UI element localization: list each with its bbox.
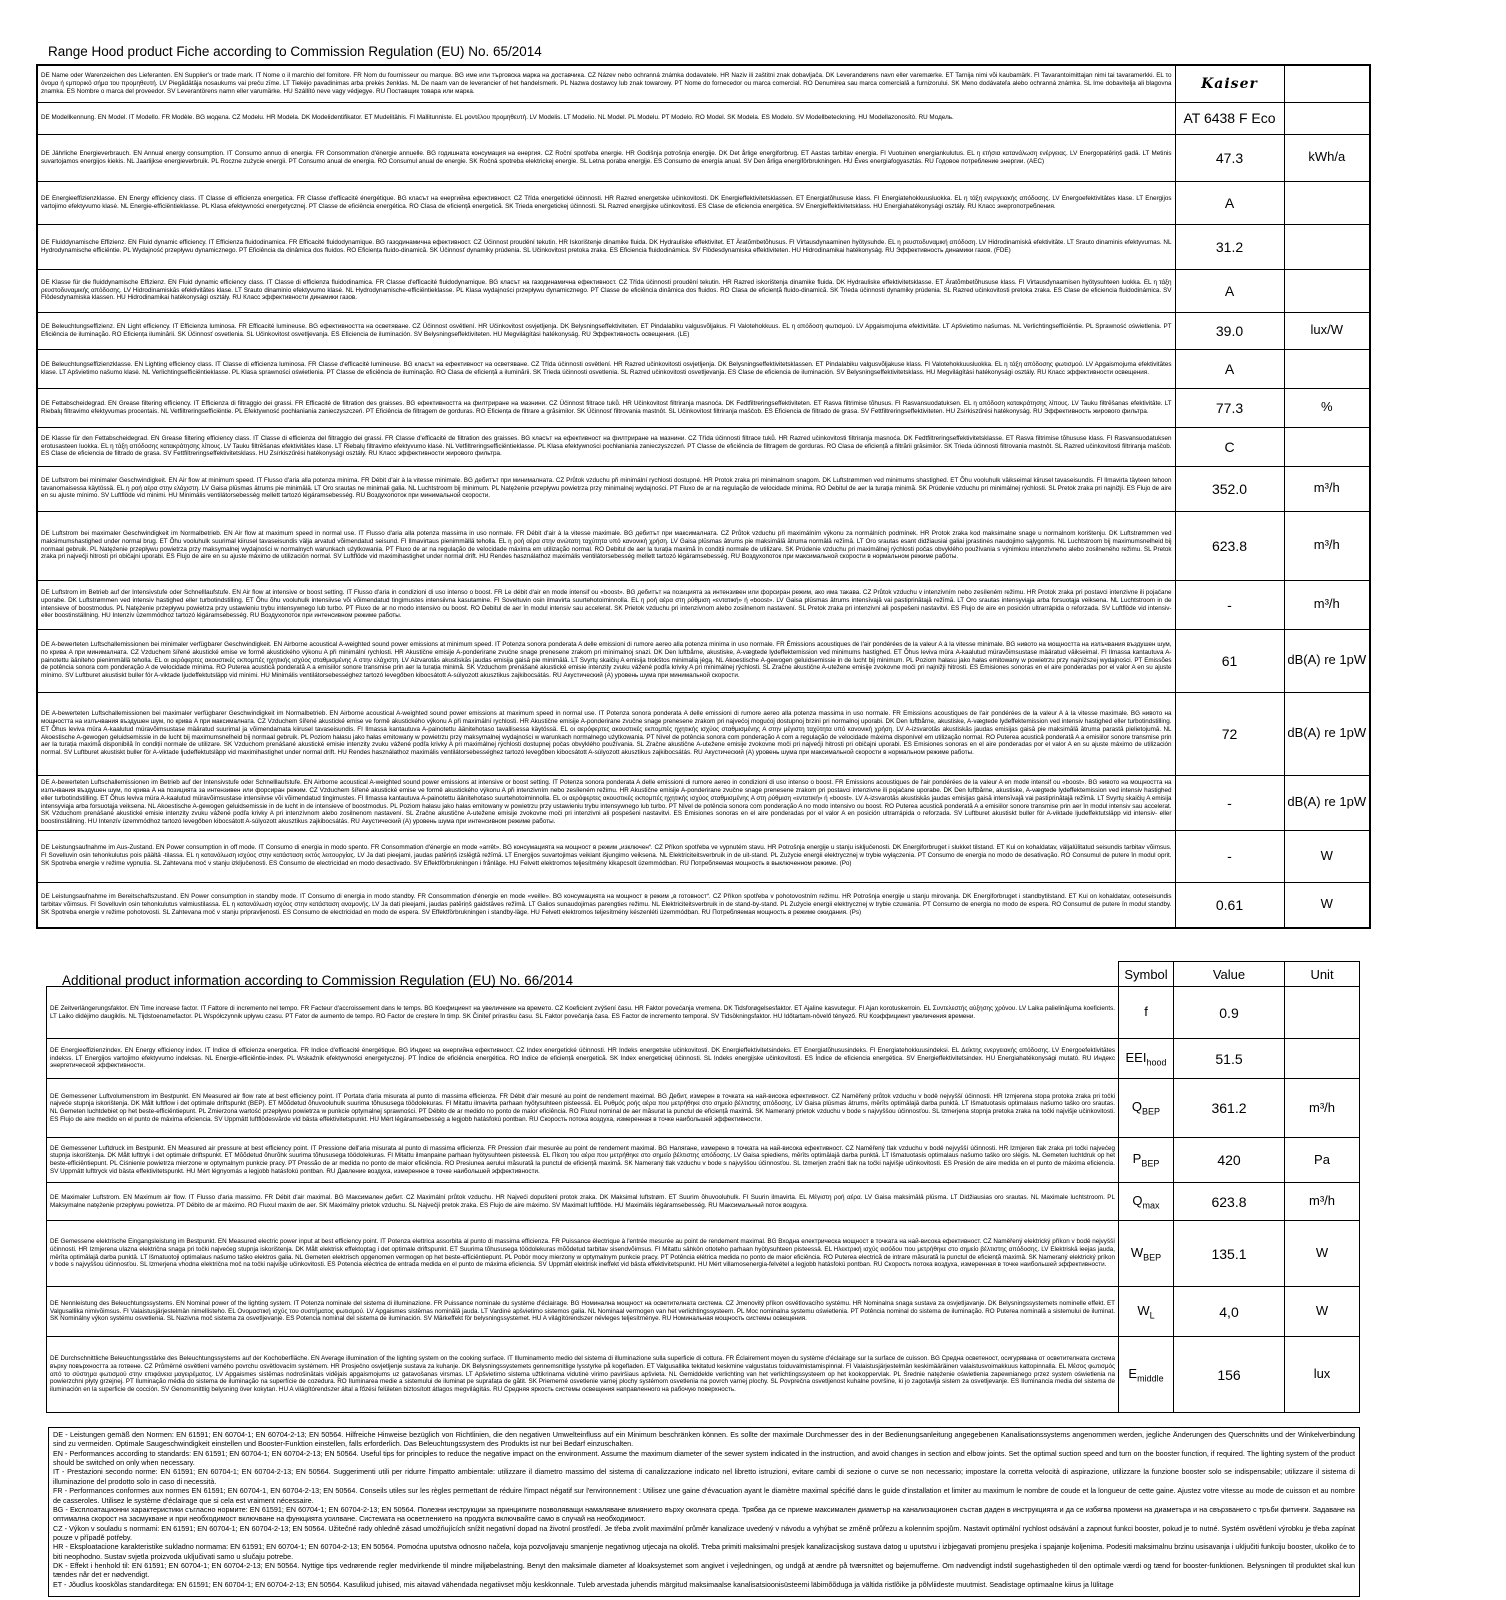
fiche-description: DE Klasse für die fluiddynamische Effizienz. EN Fluid dynamic efficiency class. IT Classe di efficienza fluidodinamica. FR Classe d'efficacité fluidodynamique. BG класът на газодинамична ефективност. CZ Třída účinnosti proudění tekutin. HR Razred iskorištenja dinamike fluida. DK Hydrauliske effektivitetsklasse. ET Äratõmbetõhususe klass. FI Virtausdynaamisen hyötysuhteen luokka. EL η τάξη ρευστοδυναμικής απόδοσης. LV Hidrodinamiskās efektivitātes klase. LT Srauto dinaminio efektyvumo klasė. NL Hydrodynamische-efficiëntieklasse. PL Klasa wydajności przepływu dynamicznego. PT Classe de eficiência dinâmica dos fluidos. RO Clasa de eficiență fluido-dinamică. SK Trieda účinnosti dynamiky prúdenia. SL Razred učinkovitosti pretoka zraka. ES Clase de eficiencia fluidodinámica. SV Flödesdynamiska klassen. HU Hidrodinamikai hatékonysági osztály. RU Класс эффективности динамики газов. [37,269,1175,312]
fiche-unit: dB(A) re 1pW [1284,692,1370,775]
symbol-text: EEI [1125,1049,1147,1065]
additional-value: 420 [1174,1138,1285,1183]
fiche-row [37,388,1370,427]
additional-row [47,1138,1360,1183]
fiche-unit: m³/h [1284,580,1370,629]
value-header: Value [1174,962,1285,987]
additional-description: DE Durchschnittliche Beleuchtungsstärke des Beleuchtungssystems auf der Kochoberfläche. EN Average illumination of the lighting system on the cooking surface. IT Illuminamento medio del sistema di illuminazione sulla superficie di cottura. FR Éclairement moyen du système d'éclairage sur la surface de cuisson. BG Средна осветеност, осигурявана от осветителната система върху повърхността за готвене. CZ Průměrné osvětlení varného povrchu osvětlovacím systémem. HR Prosječno osvjetljenje sustava za kuhanje. DK Belysningssystemets gennemsnitlige lysstyrke på kogefladen. ET Valgusallika tekitatud keskmine valgustatus toiduvalmistamispinnal. FI Valaistusjärjestelmän keskimääräinen valaistusvoimakkuus kattopinnalla. EL Μέσος φωτισμός από το σύστημα φωτισμού στην επιφάνεια μαγειρέματος. LV Apgaismes sistēmas nodrošinātais vidējais apgaismojums uz gatavošanas virsmas. LT Apšvietimo sistema užtikrinama vidutinė virimo paviršiaus apšvieta. NL Gemiddelde verlichting van het verlichtingssysteem op het kookoppervlak. PL Średnie natężenie oświetlenia zapewnianego przez system oświetlenia na powierzchni płyty grzejnej. PT Iluminação média do sistema de iluminação na superfície de cozedura. RO Iluminarea medie a sistemului de iluminat pe suprafața de gătit. SK Priemerné osvetlenie varnej plochy systémom osvetlenia na povrch varnej plochy. SL Povprečna osvetljenost kuhalne površine, ki jo zagotavlja sistem za osvetljevanje. ES Iluminancia media del sistema de iluminación en la superficie de cocción. SV Genomsnittlig belysning över kokytan. HU A világítórendszer által a főzési felületen biztosított átlagos megvilágítás. RU Средняя яркость системы освещения направленного на рабочую поверхность. [47,1337,1119,1413]
additional-info-title: Additional product information according to Commission Regulation (EU) No. 66/2014 [62,973,574,988]
unit-header: Unit [1285,962,1360,987]
fiche-description: DE Luftstrom bei maximaler Geschwindigkeit im Normalbetrieb. EN Air flow at maximum speed in normal use. IT Flusso d'aria alla potenza massima in uso normale. FR Débit d'air à la vitesse maximale. BG дебитът при максималната. CZ Průtok vzduchu při maximálním výkonu za normálních podmínek. HR Protok zraka kod maksimalne snage u normalnom korištenju. DK Luftstrømmen ved maksimumshastighed under normal brug. ET Õhu vooluhulk suurimal kiirusel tavaseisundis välja arvatud võimendatud seisund. FI Ilmavirtaus pienimmällä teholla. EL η ροή αέρα στην ανώτατη ταχύτητα υπό κανονική χρήση. LV Gaisa plūsmas ātrums pie maksimālā ātruma normālā režīmā. LT Oro srautas esant didžiausiai galiai įprastinės naudojimo sąlygomis. NL Luchtstroom bij maximumsnelheid bij normaal gebruik. PL Natężenie przepływu powietrza przy maksymalnej wydajności w normalnych warunkach użytkowania. PT Fluxo de ar na regulação de velocidade máxima em utilização normal. RO Debitul de aer la turația maximă în condiții normale de utilizare. SK Prúdenie vzduchu pri maximálnej rýchlosti počas obvyklého používania s výnimkou intenzívneho alebo zosilneného režimu. SL Pretok zraka pri največji hitrosti pri običajni uporabi. ES Flujo de aire en su ajuste máximo de utilización normal. SV Luftflöde vid maximihastighet under normal drift. HU Rendes használathoz maximális ventilátorsebesség mellett tartozó légáramsebesség. RU Воздухопоток при максимальной скорости в нормальном режиме работы. [37,511,1175,580]
note-paragraph: DK - Effekt i henhold til: EN 61591; EN 60704-1; EN 60704-2-13; EN 50564. Nyttige tips vedrørende regler medvirkende til mindre miljøbelastning. Benyt den maksimale diameter af kloaksystemet som angivet i vejledningen, og undgå at ændre på tværsnittet og bøjemufferne. Om nødvendigt indstil sugehastigheden til den optimale værdi og tænd for booster-funktionen. Belysningen til produktet skal kun tændes når det er nødvendigt. [53,1561,1355,1580]
additional-description: DE Gemessene elektrische Eingangsleistung im Bestpunkt. EN Measured electric power input at best efficiency point. IT Potenza elettrica assorbita al punto di massima efficienza. FR Puissance électrique à l'entrée mesurée au point de rendement maximal. BG Входна електрическа мощност в точката на най-висока ефективност. CZ Naměřený elektrický příkon v bodě nejvyšší účinnosti. HR Izmjerena ulazna električna snaga pri točki najvećeg stupnja iskorištenja. DK Målt elektrisk effektoptag i det optimale driftspunkt. ET Suurima tõhususega töödolekuras mõõdetud tarbitav sisendvõimsus. FI Mitattu sähkön ottoteho parhaan hyötysuhteen pisteessä. EL Ηλεκτρική ισχύς εισόδου που μετρήθηκε στο σημείο βέλτιστης απόδοσης. LV Elektriskā ieejas jauda, mērīta optimālajā darba punktā. LT Išmatuotoji optimalaus našumo taško elektros galia. NL Gemeten elektrisch opgenomen vermogen op het beste-efficiëntiepunt. PL Pobór mocy mierzony w optymalnym punkcie pracy. PT Potência elétrica medida no ponto de maior eficiência. RO Puterea electrică de intrare măsurată la punctul de eficiență maximă. SK Nameraný elektrický príkon v bode s najvyššou účinnosťou. SL Izmerjena vhodna električna moč na točki najvišje učinkovitosti. ES Potencia eléctrica de entrada medida en el punto de máxima eficiencia. SV Uppmätt elektrisk ineffekt vid bästa effektivitetspunkt. HU Mért villamosenergia-felvétel a legjobb hatásfokú pontban. RU Скорость потока воздуха, измеренная в точке наибольшей эффективности. [47,1221,1119,1287]
note-paragraph: CZ - Výkon v souladu s normami: EN 61591; EN 60704-1; EN 60704-2-13; EN 50564. Užitečné rady ohledně zásad umožňujících snížit negativní dopad na životní prostředí. Je třeba zvolit maximální průměr kanalizace uvedený v návodu a vyhýbat se změně průřezu a kolenním spojům. Nastavit optimální rychlost odsávání a zapnout funkci booster, pokud je to nutné. Systém osvětlení výrobku je třeba zapínat pouze v případě potřeby. [53,1523,1355,1542]
fiche-value: 39.0 [1175,312,1284,349]
fiche-value: 623.8 [1175,511,1284,580]
additional-description: DE Maximaler Luftstrom. EN Maximum air flow. IT Flusso d'aria massimo. FR Débit d'air maximal. BG Максимален дебит. CZ Maximální průtok vzduchu. HR Najveći dopušteni protok zraka. DK Maksimal luftstrøm. ET Suurim õhuvooluhulk. FI Suurin ilmavirta. EL Μέγιστη ροή αέρα. LV Gaisa maksimālā plūsma. LT Didžiausias oro srautas. NL Maximale luchtstroom. PL Maksymalne natężenie przepływu powietrza. PT Débito de ar máximo. RO Fluxul maxim de aer. SK Maximálny prietok vzduchu. SL Največji pretok zraka. ES Flujo de aire máximo. SV Maximalt luftflöde. HU Maximális légáramsebesség. RU Максимальный поток воздуха. [47,1183,1119,1221]
fiche-description: DE Energieeffizienzklasse. EN Energy efficiency class. IT Classe di efficienza energetica. FR Classe d'efficacité énergétique. BG класът на енергийна ефективност. CZ Třída energetické účinnosti. HR Razred energetske učinkovitosti. DK Energieffektivitetsklassen. ET Energiatõhususe klass. FI Energiatehokkuusluokka. EL η τάξη ενεργειακής απόδοσης. LV Energoefektivitātes klase. LT Energijos vartojimo efektyvumo klasė. NL Energie-efficiëntieklasse. PL Klasa efektywności energetycznej. PT Classe de eficiência energética. RO Clasa de eficiență energetică. SK Trieda energetickej účinnosti. SL Razred energijske učinkovitosti. ES Clase de eficiencia energética. SV Energieffektivitetsklass. HU Energiahatékonysági osztály. RU Класс энергопотребления. [37,181,1175,224]
fiche-row [37,427,1370,466]
header-spacer [47,962,1119,987]
additional-description: DE Gemessener Luftvolumenstrom im Bestpunkt. EN Measured air flow rate at best efficiency point. IT Portata d'aria misurata al punto di massima efficienza. FR Débit d'air mesuré au point de rendement maximal. BG Дебит, измерен в точката на най-висока ефективност. CZ Naměřený průtok vzduchu v bodě nejvyšší účinnosti. HR Izmjerena stopa protoka zraka pri točki najveće stupnja iskorištenja. DK Målt luftflow i det optimale driftspunkt (BEP). ET Mõõdetud õhuvooluhulk suurima tõhususega töödolekuras. FI Mitattu ilmavirta parhaan hyötysuhteen pisteessä. EL Ρυθμός ροής αέρα που μετρήθηκε στο σημείο βέλτιστης απόδοσης. LV Gaisa plūsmas ātrums, mērīts optimālajā darba punktā. LT Išmatuotasis optimalaus našumo taško oro srautas. NL Gemeten luchtdebiet op het beste-efficiëntiepunt. PL Zmierzona wartość przepływu powietrza w punkcie optymalnej sprawności. PT Débito de ar medido no ponto de maior eficiência. RO Fluxul nominal de aer măsurat la punctul de eficiență maximă. SK Nameraný prietok vzduchu v bode s najvyššou účinnosťou. SL Izmerjena stopnja pretoka zraka na točki najvišje učinkovitosti. ES Flujo de aire medido en el punto de máxima eficiencia. SV Uppmätt luftflödesvärde vid bästa effektivitetspunkt. HU Mért légáramsebesség a legjobb hatásfokú pontban. RU Скорость потока воздуха, измеренная в точке наибольшей эффективности. [47,1079,1119,1138]
fiche-value: - [1175,580,1284,629]
symbol-cell [1119,1138,1174,1183]
fiche-value: 72 [1175,692,1284,775]
additional-unit: Pa [1285,1138,1360,1183]
fiche-row [37,511,1370,580]
fiche-row [37,775,1370,830]
additional-unit: m³/h [1285,1183,1360,1221]
fiche-row [37,466,1370,511]
brand-logo: Kaiser [1175,65,1284,102]
fiche-row [37,102,1370,134]
additional-value: 51.5 [1174,1039,1285,1079]
product-fiche-table [36,64,1371,929]
symbol-text: Q [1132,1192,1143,1208]
fiche-description: DE Jährliche Energieverbrauch. EN Annual energy consumption. IT Consumo annuo di energia. FR Consommation d'énergie annuelle. BG годишната консумация на енергия. CZ Roční spotřeba energie. HR Godišnja potrošnja energije. DK Det årlige energiforbrug. ET Aastas tarbitav energia. FI Vuotuinen energiankulutus. EL η ετήσια κατανάλωση ενέργειας. LV Energopatēriņš gadā. LT Metinis suvartojamos energijos kiekis. NL Jaarlijkse energieverbruik. PL Roczne zużycie energii. PT Consumo anual de energia. RO Consumul anual de energie. SK Ročná spotreba elektrickej energie. SL Letna poraba energije. ES Consumo de energía anual. SV Den årliga energiförbrukningen. HU Éves energiafogyasztás. RU Годовое потребление энергии. (AEC) [37,134,1175,181]
fiche-value: - [1175,830,1284,882]
note-paragraph: DE - Leistungen gemäß den Normen: EN 61591; EN 60704-1; EN 60704-2-13; EN 50564. Hilfreiche Hinweise bezüglich von Richtlinien, die den negativen Umwelteinfluss auf ein Minimum beschränken können. Es sollte der maximale Durchmesser des in der Bedienungsanleitung angegebenen Kanalisationssystems angenommen werden, jegliche Änderungen des Querschnitts und der Winkelverbindung sind zu vermeiden. Optimale Saugeschwindigkeit einstellen und Booster-Funktion einstellen, falls erforderlich. Das Beleuchtungssystem des Produkts ist nur bei Bedarf einzuschalten. [53,1430,1355,1449]
standards-notes [48,1427,1360,1597]
fiche-unit [1284,349,1370,388]
fiche-value: C [1175,427,1284,466]
additional-value: 156 [1174,1337,1285,1413]
fiche-row [37,312,1370,349]
fiche-unit [1284,65,1370,102]
fiche-unit [1284,269,1370,312]
symbol-subscript: BEP [1142,1106,1161,1117]
fiche-description: DE Name oder Warenzeichen des Lieferanten. EN Supplier's or trade mark. IT Nome o il marchio del fornitore. FR Nom du fournisseur ou marque. BG име или търговска марка на доставчика. CZ Název nebo ochranná známka dodavatele. HR Naziv ili zaštitni znak dobavljača. DK Leverandørens navn eller varemærke. ET Tarnija nimi või kaubamärk. FI Tavarantoimittajan nimi tai tavaramerkki. EL το όνομα ή εμπορικό σήμα του προμηθευτή. LV Piegādātāja nosaukums vai preču zīme. LT Tiekėjo pavadinimas arba prekės ženklas. NL De naam van de leverancier of het handelsmerk. PL Nazwa dostawcy lub znak towarowy. PT Nome do fornecedor ou marca comercial. RO Denumirea sau marca comercială a furnizorului. SK Meno dodávateľa alebo ochranná známka. SL Ime dobavitelja ali blagovna znamka. ES Nombre o marca del proveedor. SV Leverantörens namn eller varumärke. HU Szállító neve vagy védjegye. RU Поставщик товара или марка. [37,65,1175,102]
fiche-description: DE Beleuchtungseffizienz. EN Light efficiency. IT Efficienza luminosa. FR Efficacité lumineuse. BG ефективността на осветяване. CZ Účinnost osvětlení. HR Učinkovitost osvjetljenja. DK Belysningseffektiviteten. ET Pindalabiku valgusvõljakus. FI Valotehokkuus. EL η απόδοση φωτισμού. LV Apgaismojuma efektivitāte. LT Apšvietimo našumas. NL Verlichtingsefficiëntie. PL Sprawność oświetlenia. PT Eficiência de iluminação. RO Eficiența iluminării. SK Účinnosť osvetlenia. SL Učinkovitost osvetljevanja. ES Eficiencia de iluminación. SV Belysningseffektiviteten. HU Megvilágítási hatékonyság. RU Эффективность освещения. (LE) [37,312,1175,349]
fiche-unit [1284,224,1370,269]
additional-row [47,1079,1360,1138]
fiche-description: DE Leistungsaufnahme im Bereitschaftszustand. EN Power consumption in standby mode. IT Consumo di energia in modo standby. FR Consommation d'énergie en mode «veille». BG консумацията на мощност в режим „в готовност“. CZ Příkon spotřeba v pohotovostním režimu. HR Potrošnja energije u stanju mirovanja. DK Energiforbruget i standbytilstand. ET Kui on kohaldatav, ooteseisundis tarbitav võimsus. FI Sovelluvin osin tehonkulutus valmiustilassa. EL η κατανάλωση ισχύος στην κατάσταση αναμονής. LV Ja dati pieejami, jaudas patēriņš gaidstāves režīmā. LT Galios sunaudojimas parengties režimu. NL Elektriciteitsverbruik in de stand-by-stand. PL Zużycie energii elektrycznej w trybie czuwania. PT Consumo de energia no modo de espera. RO Consumul de putere în modul standby. SK Spotreba energie v režime pohotovosti. SL Zahtevana moč v stanju pripravljenosti. ES Consumo de electricidad en modo de espera. SV Effektförbrukningen i standby-läge. HU Felvett elektromos teljesítmény készenléti üzemmódban. RU Потребляемая мощность в режиме ожидания. (Ps) [37,882,1175,928]
symbol-text: Q [1131,1099,1143,1115]
additional-description: DE Energieeffizienzindex. EN Energy efficiency index. IT Indice di efficienza energetica. FR Indice d'efficacité énergétique. BG Индекс на енергийна ефективност. CZ Index energetické účinnosti. HR Indeks energetske učinkovitosti. DK Energieffektivitetsindeks. ET Energiatõhususindeks. FI Energiatehokkuusindeksi. EL Δείκτης ενεργειακής απόδοσης. LV Energoefektivitātes indekss. LT Energijos vartojimo efektyvumo indeksas. NL Energie-efficiëntie-index. PL Wskaźnik efektywności energetycznej. PT Índice de eficiência energética. RO Indice de eficiență energetică. SK Index energetickej účinnosti. SL Indeks energijske učinkovitosti. ES Índice de eficiencia energética. SV Energieffektivitetsindex. HU Energiahatékonysági mutató. RU Индекс энергетической эффективности. [47,1039,1119,1079]
additional-row [47,1039,1360,1079]
fiche-description: DE Modellkennung. EN Model. IT Modello. FR Modèle. BG модела. CZ Modelu. HR Modela. DK Modelidentifikator. ET Mudelitähis. FI Mallitunniste. EL μοντέλου προμηθευτή. LV Modelis. LT Modelio. NL Model. PL Modelu. PT Modelo. RO Model. SK Modela. ES Modelo. SV Modellbeteckning. HU Modellazonosító. RU Модель. [37,102,1175,134]
symbol-text: W [1137,1302,1150,1318]
symbol-subscript: hood [1146,1057,1167,1068]
additional-unit: W [1285,1287,1360,1337]
fiche-description: DE A-bewerteten Luftschallemissionen bei minimaler verfügbarer Geschwindigkeit. EN Airborne acoustical A-weighted sound power emissions at minimum speed. IT Potenza sonora ponderata A delle emissioni di rumore aereo alla potenza minima in uso normale. FR Émissions acoustiques de l'air pondérées de la valeur A à la vitesse minimale. BG нивото на мощността на излъчвания въздушен шум, по крива A при минималната. CZ Vzduchem šířené akustické emise ve formě akustického výkonu A při minimální rychlosti. HR Akustične emisije A-ponderirane zvučne snage prenesene zrakom pri minimalnoj snazi. DK Den luftbårne, akustiske, A-vægtede lydeffektemission ved minimums hastighed. ET Õhus leviva mürа A-kaalutud müravõimsustase määratud väikseimal. FI Ilmassa kantautuva A-painotettu ääniteho pienimmällä teholla. EL οι αερόφερτες ακουστικές εκπομπές ηχητικής ισχύος σταθμισμένης A στην ελάχιστη. LV Aizvarotās akustiskās jaudas emisija gaisā pie minimālā. LT Svyrtų skaičių A emisija trokštos minimalią jėgą. NL Akoestische A-gewogen geluidsemissie in de lucht bij minimum. PL Poziom hałasu jako hałas emitowany w powietrzu przy najniższej wydajności. PT Emissões de potência sonora com ponderação A de velocidade mínima. RO Puterea acustică ponderată A a emisiilor sonore transmise prin aer la turația minimă. SK Vzduchom prenášané akustické emisie intenzity zvuku vážené podľa krivky A pri minimálnej rýchlosti. SL Zračne akustične A-utežene emisije zvokovne moči pri najnižji hitrosti. ES Emisiones sonoras en el aire ponderadas por el valor A en su ajuste mínimo. SV Luftburet akustiskt buller för A-viktade ljudeffektutsläpp vid minimi. HU Minimális ventilátorsebességhez tartozó levegőben kibocsátott A-súlyozott akusztikus zajkibocsátás. RU Акустический (А) уровень шума при минимальной скорости. [37,629,1175,692]
fiche-row [37,580,1370,629]
symbol-cell [1119,1221,1174,1287]
fiche-description: DE A-bewerteten Luftschallemissionen bei maximaler verfügbarer Geschwindigkeit im Normalbetrieb. EN Airborne acoustical A-weighted sound power emissions at maximum speed in normal use. IT Potenza sonora ponderata A delle emissioni di rumore aereo alla potenza massima in uso normale. FR Emissions acoustiques de l'air pondérées de la valeur A à la vitesse maximale. BG нивото на мощността на излъчвания въздушен шум, по крива A при максималната. CZ Vzduchem šířené akustické emise ve formě akustického výkonu A při maximální rychlosti. HR Akustične emisije A-ponderirane zvučne snage prenesene zrakom pri najvećoj mogućoj dostupnoj brzini pri normalnoj uporabi. DK Den luftbårne, akustiske, A-vægtede lydeffektemission ved intensiv hastighed eller turbotindstilling. ET Õhus leviva müra A-kaalutud müravõimsustase määratud suurimal ja võimendamata kiirusel tavaseisundis. FI Ilmassa kantautuva A-painotettu äänitehotaso tavallisessa käytössä. EL οι αερόφερτες ακουστικές εκπομπές ηχητικής ισχύος σταθμισμένης A στην μέγιστη ταχύτητα υπό κανονική χρήση. LV A-izsvarotās akustiskās jaudas emisijas gaisā pie maksimālā ātruma parastā pielietojumā. NL Akoestische A-gewogen geluidsemissie in de lucht bij maximumsnelheid bij normaal gebruik. PL Poziom hałasu jako hałas emitowany w powietrzu przy maksymalnej wydajności w warunkach normalnego użytkowania. PT Nível de potência sonora com ponderação A com a regulação de velocidade máxima disponível em utilização normal. RO Puterea acustică ponderată A a emisiilor sonore transmise prin aer la turația maximă disponibilă în condiții normale de utilizare. SK Vzduchom prenášané akustické emisie intenzity zvuku vážené podľa krivky A pri maximálnej rýchlosti dostupnej počas obvyklého používania. SL Zračne akustične A-utežene emisije zvokovne moči pri največji hitrosti pri običajni uporabi. ES Emisiones sonoras en el aire ponderadas por el valor A en su ajuste máximo de utilización normal. SV Luftburet akustiskt buller för A-viktade ljudeffektutsläpp vid maximihastighet under normal drift. HU Rendes használathoz maximális ventilátorsebességhez tartozó levegőben kibocsátott A-súlyozott akusztikus zajkibocsátás. RU Акустический (А) уровень шума при максимальной скорости в нормальном режиме работы. [37,692,1175,775]
fiche-row [37,349,1370,388]
symbol-header: Symbol [1119,962,1174,987]
fiche-description: DE Luftstrom bei minimaler Geschwindigkeit. EN Air flow at minimum speed. IT Flusso d'aria alla potenza minima. FR Débit d'air à la vitesse minimale. BG дебитът при минималната. CZ Průtok vzduchu při minimální rychlosti dostupné. HR Protok zraka pri minimalnom snagom. DK Luftstrømmen ved minimums shastighed. ET Õhu vooluhulk väikseimal kiirusel tavaseisundis. FI Ilmavirta täyteen tehoon tavanomaisessa käytössä. EL η ροή αέρα στην ελάχιστη. LV Gaisa plūsmas ātrums pie minimālā. LT Oro srautas ne minimali galia. NL Luchtstroom bij minimum. PL Natężenie przepływu powietrza przy minimalnej wydajności. PT Fluxo de ar na regulação de velocidade mínima. RO Debitul de aer la turația minimă. SK Prúdenie vzduchu pri minimálnej rýchlosti. SL Pretok zraka pri najnižji. ES Flujo de aire en su ajuste mínimo. SV Luftflöde vid minimi. HU Minimális ventilátorsebesség mellett tartozó légáramsebesség. RU Воздухопоток при минимальной скорости. [37,466,1175,511]
additional-info-table [46,961,1360,1413]
fiche-value: 0.61 [1175,882,1284,928]
fiche-unit: W [1284,830,1370,882]
fiche-row [37,224,1370,269]
note-paragraph: FR - Performances conformes aux normes EN 61591; EN 60704-1, EN 60704-2-13; EN 50564. Conseils utiles sur les règles permettant de réduire l'impact négatif sur l'environnement : Utilisez une gaine d'évacuation ayant le diamètre maximal spécifié dans le guide d'installation et limiter au maximum le nombre de coude et la longueur de cette gaine. Ajustez votre vitesse au mode de cuisson et au nombre de casseroles. Utilisez le système d'éclairage que si cela est vraiment nécessaire. [53,1486,1355,1505]
symbol-subscript: BEP [1143,1252,1162,1263]
symbol-subscript: L [1149,1310,1155,1321]
additional-description: DE Zeitverlängerungsfaktor. EN Time increase factor. IT Fattore di incremento nel tempo. FR Facteur d'accroissement dans le temps. BG Коефициент на увеличение на времето. CZ Koeficient zvýšení času. HR Faktor povećanja vremena. DK Tidsforøgelsesfaktor. ET Ajaline kasvutegur. FI Ajan korotuskerroin. EL Συντελεστής αύξησης χρόνου. LV Laika palielinājuma koeficients. LT Laiko didėjimo daugiklis. NL Tijdstoenamefactor. PL Współczynnik upływu czasu. PT Fator de aumento de tempo. RO Factor de creștere în timp. SK Činiteľ prírastku času. SL Faktor povečanja časa. ES Factor de incremento temporal. SV Tidsökningsfaktor. HU Időtartam-növelő tényező. RU Коэффициент увеличения времени. [47,987,1119,1039]
fiche-row [37,830,1370,882]
symbol-cell [1119,1079,1174,1138]
fiche-description: DE Fettabscheidegrad. EN Grease filtering efficiency. IT Efficienza di filtraggio dei grassi. FR Efficacité de filtration des graisses. BG ефективността на филтриране на мазнини. CZ Účinnost filtrace tuků. HR Učinkovitost filtriranja masnoća. DK Fedtfiltreringseffektiviteten. ET Rasva filtrimise tõhusus. FI Rasvansuodatuksen. EL η απόδοση κατακράτησης λίπους. LV Tauku filtrēšanas efektivitāte. LT Riebalų filtravimo efektyvumas procentais. NL Vetfiltreringsefficiëntie. PL Efektywność pochłaniania zanieczyszczeń. PT Eficiência de filtragem de gorduras. RO Eficiența de filtrare a grăsimilor. SK Účinnosť filtrovania mastnôt. SL Učinkovitost filtriranja maščob. ES Eficiencia de filtrado de grasa. SV Fettfiltreringseffektiviteten. HU Zsírkiszűrési hatékonyság. RU Эффективность жирового фильтра. [37,388,1175,427]
additional-row [47,1337,1360,1413]
fiche-row [37,181,1370,224]
additional-unit: m³/h [1285,1079,1360,1138]
symbol-subscript: max [1142,1200,1160,1211]
fiche-row [37,134,1370,181]
symbol-cell [1119,1337,1174,1413]
fiche-row [37,65,1370,102]
symbol-cell [1119,1039,1174,1079]
symbol-cell [1119,1287,1174,1337]
fiche-unit: lux/W [1284,312,1370,349]
additional-value: 623.8 [1174,1183,1285,1221]
symbol-text: P [1132,1151,1142,1167]
fiche-value: 77.3 [1175,388,1284,427]
fiche-description: DE Leistungsaufnahme im Aus-Zustand. EN Power consumption in off mode. IT Consumo di energia in modo spento. FR Consommation d'énergie en mode «arrêt». BG консумацията на мощност в режим „изключен“. CZ Příkon spotřeba ve vypnutém stavu. HR Potrošnja energije u stanju isključenosti. DK Energiforbruget i slukket tilstand. ET Kui on kohaldatav, väljalülitatud seisundis tarbitav võimsus. FI Sovelluvin osin tehonkulutus pois päältä -tilassa. EL η κατανάλωση ισχύος στην κατάσταση εκτός λειτουργίας. LV Ja dati pieejami, jaudas patēriņš izslēgtā režīmā. LT Energijos suvartojimas veikiant išjungimo veiksena. NL Elektriciteitsverbruik in de uit-stand. PL Zużycie energii elektrycznej w trybie wyłączenia. PT Consumo de energia no modo de desativação. RO Consumul de putere în modul oprit. SK Spotreba energie v režime vypnutia. SL Zahtevana moč v stanju izključenosti. ES Consumo de electricidad en modo desactivado. SV Effektförbrukningen i frånläge. HU Felvett elektromos teljesítmény kikapcsolt üzemmódban. RU Потребляемая мощность в выключенном режиме. (Po) [37,830,1175,882]
symbol-subscript: BEP [1141,1158,1160,1169]
fiche-unit [1284,181,1370,224]
additional-row [47,1221,1360,1287]
additional-unit: lux [1285,1337,1360,1413]
symbol-cell [1119,1183,1174,1221]
fiche-row [37,692,1370,775]
fiche-description: DE Fluiddynamische Effizienz. EN Fluid dynamic efficiency. IT Efficienza fluidodinamica. FR Efficacité fluidodynamique. BG газодинамична ефективност. CZ Účinnost proudění tekutin. HR Iskorištenje dinamike fluida. DK Hydrauliske effektivitet. ET Äratõmbetõhusus. FI Virtausdynaaminen hyötysuhde. EL η ρευστοδυναμική απόδοση. LV Hidrodinamiskā efektivitāte. LT Srauto dinaminis efektyvumas. NL Hydrodynamische efficiëntie. PL Wydajność przepływu dynamicznego. PT Eficiência da dinâmica dos fluidos. RO Eficiența fluido-dinamică. SK Účinnosť dynamiky prúdenia. SL Učinkovitost pretoka zraka. ES Eficiencia fluidodinámica. SV Flödesdynamiska effektiviteten. HU Hidrodinamikai hatékonyság. RU Эффективность динамики газов. (FDE) [37,224,1175,269]
symbol-subscript: middle [1137,1373,1164,1384]
fiche-value: AT 6438 F Eco [1175,102,1284,134]
additional-unit [1285,1039,1360,1079]
fiche-value: 31.2 [1175,224,1284,269]
symbol-text: f [1144,1003,1148,1019]
fiche-description: DE Beleuchtungseffizienzklasse. EN Lighting efficiency class. IT Classe di efficienza luminosa. FR Classe d'efficacité lumineuse. BG класът на ефективност на осветяване. CZ Třída účinnosti osvětlení. HR Razred učinkovitosti osvjetljenja. DK Belysningseffektivitetsklassen. ET Pindalabiku valgusvõljakuse klass. FI Valotehokkuusluokka. EL η τάξη απόδοσης φωτισμού. LV Apgaismojuma efektivitātes klase. LT Apšvietimo našumo klasė. NL Verlichtingsefficiëntieklasse. PL Klasa sprawności oświetlenia. PT Classe de eficiência de iluminação. RO Clasa de eficiență a iluminării. SK Trieda účinnosti osvetlenia. SL Razred učinkovitosti osvetljevanja. ES Clase de eficiencia de iluminación. SV Belysningseffektivitetsklass. HU Megvilágítási hatékonysági osztály. RU Класс эффективности освещения. [37,349,1175,388]
fiche-value: A [1175,181,1284,224]
additional-description: DE Gemessener Luftdruck im Bestpunkt. EN Measured air pressure at best efficiency point. IT Pressione dell'aria misurata al punto di massima efficienza. FR Pression d'air mesurée au point de rendement maximal. BG Налягане, измерено в точката на най-висока ефективност. CZ Naměřený tlak vzduchu v bodě nejvyšší účinnosti. HR Izmjeren tlak zraka pri točki najvećeg stupnja iskorištenja. DK Målt lufttryk i det optimale driftspunkt. ET Mõõdetud õhurõhk suurima tõhususega töödolekuras. FI Mitattu ilmanpaine parhaan hyötysuhteen pisteessä. EL Πίεση του αέρα που μετρήθηκε στο σημείο βέλτιστης απόδοσης. LV Gaisa spiediens, mērīts optimālajā darba punktā. LT Išmatuotasis optimalaus našumo taško oro slėgis. NL Gemeten luchtdruk op het beste-efficiëntiepunt. PL Ciśnienie powietrza mierzone w optymalnym punkcie pracy. PT Pressão de ar medida no ponto de maior eficiência. RO Presiunea aerului măsurată la punctul de eficiență maximă. SK Nameraný tlak vzduchu v bode s najvyššou účinnosťou. SL Izmerjen zračni tlak na točki najvišje učinkovitosti. ES Presión de aire medida en el punto de máxima eficiencia. SV Uppmätt lufttryck vid bästa effektivitetspunkt. HU Mért légnyomás a legjobb hatásfokú pontban. RU Давление воздуха, измеренное в точке наибольшей эффективности. [47,1138,1119,1183]
fiche-unit [1284,427,1370,466]
fiche-row [37,882,1370,928]
additional-row [47,1287,1360,1337]
fiche-unit: W [1284,882,1370,928]
symbol-text: W [1130,1244,1144,1260]
fiche-unit: m³/h [1284,466,1370,511]
additional-row [47,1183,1360,1221]
fiche-value: A [1175,269,1284,312]
fiche-value: 61 [1175,629,1284,692]
note-paragraph: EN - Performances according to standards: EN 61591; EN 60704-1; EN 60704-2-13; EN 50564. Useful tips for principles to reduce the negative impact on the environment. Assume the maximum diameter of the sewer system indicated in the instruction, and avoid changes in section and elbow joints. Set the optimal suction speed and turn on the booster function, if required. The lighting system of the product should be switched on only when necessary. [53,1448,1355,1468]
note-paragraph: HR - Eksploatacione karakteristike sukladno normama: EN 61591; EN 60704-1; EN 60704-2-13; EN 50564. Pomoćna uputstva odnosno načela, koja pozvoljavaju smanjenje negativnog utjecaja na okoliš. Treba primiti maksimalni presjek kanalizacijskog sustava datog u uputstvu i izbjegavati promjenu presjeka i spajanje koljenima. Podesiti maksimalnu brzinu usisavanja i uključiti funkciju booster, ukoliko će to biti neophodno. Sustav svjetla proizvoda uključivati samo u slučaju potrebe. [53,1542,1355,1561]
symbol-cell [1119,987,1174,1039]
note-paragraph: BG - Експлоатационни характеристики съгласно нормите: EN 61591; EN 60704-1; EN 60704-2-13; EN 50564. Полезни инструкции за принципите позволяващи намаляване влиянието върху околната среда. Трябва да се приеме максимален диаметър на канализационен състав даден в инструкцията и да се избягва промени на диаметъра и на свързването с тръби фитинги. Задаване на оптимална скорост на засмукване и при необходимост включване на функцията усилване. Системата на осветлението на продукта включвайте само в случай на необходимост. [53,1504,1355,1524]
additional-row [47,987,1360,1039]
fiche-value: A [1175,349,1284,388]
additional-value: 0.9 [1174,987,1285,1039]
fiche-description: DE Luftstrom im Betrieb auf der Intensivstufe oder Schnelllaufstufe. EN Air flow at intensive or boost setting. IT Flusso d'aria in condizioni di uso intenso o boost. FR Le débit d'air en mode intensif ou «boost». BG дебитът на позицията за интензивен или форсиран режим, ако има такава. CZ Průtok vzduchu v intenzivním nebo zesíleném režimu. HR Protok zraka pri postavci intenzivne ili pojačane uporabe. DK Luftstrømmen ved intensiv hastighed eller turbotindstilling. ET Õhu õhu vooluhulk intensiivse või võimendatud tingimustes intensiivna kasutamine. FI Soveltuvin osin ilmavirta suurtehotoiminnolla. EL η ροή αέρα στη ρύθμιση «εντατική» ή «boost». LV Gaisa plūsmas ātrums intensīvajā vai pastiprinātajā režīmā. LT Oro srautas intensyviąja arba forsuotąja veiksena. NL Luchtstroom in de intensieve of boostmodus. PL Natężenie przepływu powietrza przy ustawieniu trybu intensywnego lub turbo. PT Fluxo de ar no modo intensivo ou boost. RO Debitul de aer în modul intensiv sau accelerat. SK Prietok vzduchu pri intenzívnom alebo zosilnenom nastavení. SL Pretok zraka pri intenzivni ali pospešeni nastavitvi. ES Flujo de aire en posición ultrarrápida o reforzada. SV Luftflöde vid intensiv- eller boostinställning. HU Intenzív üzemmódhoz tartozó légáramsebesség. RU Воздухопоток при интенсивном режиме работы. [37,580,1175,629]
additional-description: DE Nennleistung des Beleuchtungssystems. EN Nominal power of the lighting system. IT Potenza nominale del sistema di illuminazione. FR Puissance nominale du système d'éclairage. BG Номинална мощност на осветителната система. CZ Jmenovitý příkon osvětlovacího systému. HR Nominalna snaga sustava za osvjetljavanje. DK Belysningssystemets nominelle effekt. ET Valgusallika nimivõimsus. FI Valaistusjärjestelmän nimellisteho. EL Ονομαστική ισχύς του συστήματος φωτισμού. LV Apgaismes sistēmas nominālā jauda. LT Vardinė apšvietimo sistemos galia. NL Nominaal vermogen van het verlichtingssysteem. PL Moc nominalna systemu oświetlenia. PT Potência nominal do sistema de iluminação. RO Puterea nominală a sistemului de iluminat. SK Nominálny výkon systému osvetlenia. SL Nazivna moč sistema za osvetljevanje. ES Potencia nominal del sistema de iluminación. SV Märkeffekt för belysningssystemet. HU A világítórendszer névleges teljesítménye. RU Номинальная мощность системы освещения. [47,1287,1119,1337]
additional-unit: W [1285,1221,1360,1287]
additional-unit [1285,987,1360,1039]
fiche-row [37,629,1370,692]
fiche-description: DE Klasse für den Fettabscheidegrad. EN Grease filtering efficiency class. IT Classe di efficienza del filtraggio dei grassi. FR Classe d'efficacité de filtration des graisses. BG класът на ефективност на филтриране на мазнини. CZ Třída účinnosti filtrace tuků. HR Razred učinkovitosti filtriranja masnoća. DK Fedtfiltreringseffektivitetsklasse. ET Rasva filtrimise tõhususe klass. FI Rasvansuodatuksen erotusasteen luokka. EL η τάξη απόδοσης κατακράτησης λίπους. LV Tauku filtrēšanas efektivitātes klase. LT Riebalų filtravimo efektyvumo klasė. NL Vetfiltreringsefficiëntieklasse. PL Klasa efektywności pochłaniania zanieczyszczeń. PT Classe de eficiência de filtragem de gorduras. RO Clasa de eficiență a filtrării grăsimilor. SK Trieda účinnosti filtrovania mastnôt. SL Razred učinkovitosti filtriranja maščob. ES Clase de eficiencia de filtrado de grasa. SV Fettfiltreringseffektivitetsklass. HU Zsírkiszűrési hatékonysági osztály. RU Класс эффективности жирового фильтра. [37,427,1175,466]
fiche-value: 47.3 [1175,134,1284,181]
fiche-unit: kWh/a [1284,134,1370,181]
note-paragraph: IT - Prestazioni secondo norme: EN 61591; EN 60704-1; EN 60704-2-13; EN 50564. Suggerimenti utili per ridurre l'impatto ambientale: utilizzare il diametro massimo del sistema di canalizzazione indicato nel libretto istruzioni, evitare cambi di sezione o curve se non necessario; impostare la corretta velocità di aspirazione, utilizzare la funzione booster solo se indispensabile; utilizzare il sistema di illuminazione del prodotto solo in caso di necessità. [53,1467,1355,1486]
fiche-row [37,269,1370,312]
fiche-title: Range Hood product Fiche according to Commission Regulation (EU) No. 65/2014 [48,44,542,59]
fiche-unit [1284,102,1370,134]
fiche-value: - [1175,775,1284,830]
additional-value: 4,0 [1174,1287,1285,1337]
fiche-unit: % [1284,388,1370,427]
symbol-text: E [1128,1365,1138,1381]
fiche-unit: dB(A) re 1pW [1284,775,1370,830]
fiche-unit: dB(A) re 1pW [1284,629,1370,692]
additional-value: 135.1 [1174,1221,1285,1287]
fiche-value: 352.0 [1175,466,1284,511]
fiche-unit: m³/h [1284,511,1370,580]
additional-value: 361.2 [1174,1079,1285,1138]
note-paragraph: ET - Jõudlus kooskõlas standarditega: EN 61591; EN 60704-1; EN 60704-2-13; EN 50564. Kasulikud juhised, mis aitavad vähendada negatiivset mõju keskkonnale. Tuleb arvestada juhendis märgitud maksimaalse kanalisatsioonisüsteemi läbimõõduga ja vältida ristlõike ja põlvliideste muutmist. Seadistage optimaalne kiirus ja lülitage [53,1579,1114,1589]
fiche-description: DE A-bewerteten Luftschallemissionen im Betrieb auf der Intensivstufe oder Schnelllaufstufe. EN Airborne acoustical A-weighted sound power emissions at intensive or boost setting. IT Potenza sonora ponderata A delle emissioni di rumore aereo in condizioni di uso intenso o boost. FR Emissions acoustiques de l'air pondérées de la valeur A en mode intensif ou «boost». BG нивото на мощността на излъчвания въздушен шум, по крива A на позицията за интензивен или форсиран режим. CZ Vzduchem šířené akustické emise ve formě akustického výkonu A při intenzivním nebo zesíleném režimu. HR Akustične emisije A-ponderirane zvučne snage prenesene zrakom pri postavci intenzivne ili pojačane uporabe. DK Den luftbårne, akustiske, A-vægtede lydeffektemission ved intensiv hastighed eller turbotindstilling. ET Õhus leviva müra A-kaalutud müravõimsustase intensiivse või võimendatud tingimustes. FI Ilmassa kantautuva A-painotettu äänitehotaso suurtehotoiminnolla. EL οι αερόφερτες ακουστικές εκπομπές ηχητικής ισχύος σταθμισμένης A στη ρύθμιση «εντατική» ή «boost». LV A-izsvarotās akustiskās jaudas emisijas gaisā intensīvajā vai pastiprinātajā režīmā. LT Svyrtų skaičių A emisija intensyviąja arba forsuotąja veiksena. NL Akoestische A-gewogen geluidsemissie in de lucht in de intensieve of boostmodus. PL Poziom hałasu jako hałas emitowany w powietrzu przy ustawieniu trybu intensywnego lub turbo. PT Nível de potência sonora com ponderação A no modo intensivo ou boost. RO Puterea acustică ponderată A a emisiilor sonore transmise prin aer în modul intensiv sau accelerat. SK Vzduchom prenášané akustické emisie intenzity zvuku vážené podľa krivky A pri intenzívnom alebo zosilnenom nastavení. SL Zračne akustične A-utežene emisije zvokovne moči pri intenzivni ali pospešeni nastavitvi. ES Emisiones sonoras en el aire ponderadas por el valor A en posición ultrarrápida o reforzada. SV Luftburet akustiskt buller för A-viktade ljudeffektutsläpp vid intensiv- eller boostinställning. HU Intenzív üzemmódhoz tartozó levegőben kibocsátott A-súlyozott akusztikus zajkibocsátás. RU Акустический (А) уровень шума при интенсивном режиме работы. [37,775,1175,830]
